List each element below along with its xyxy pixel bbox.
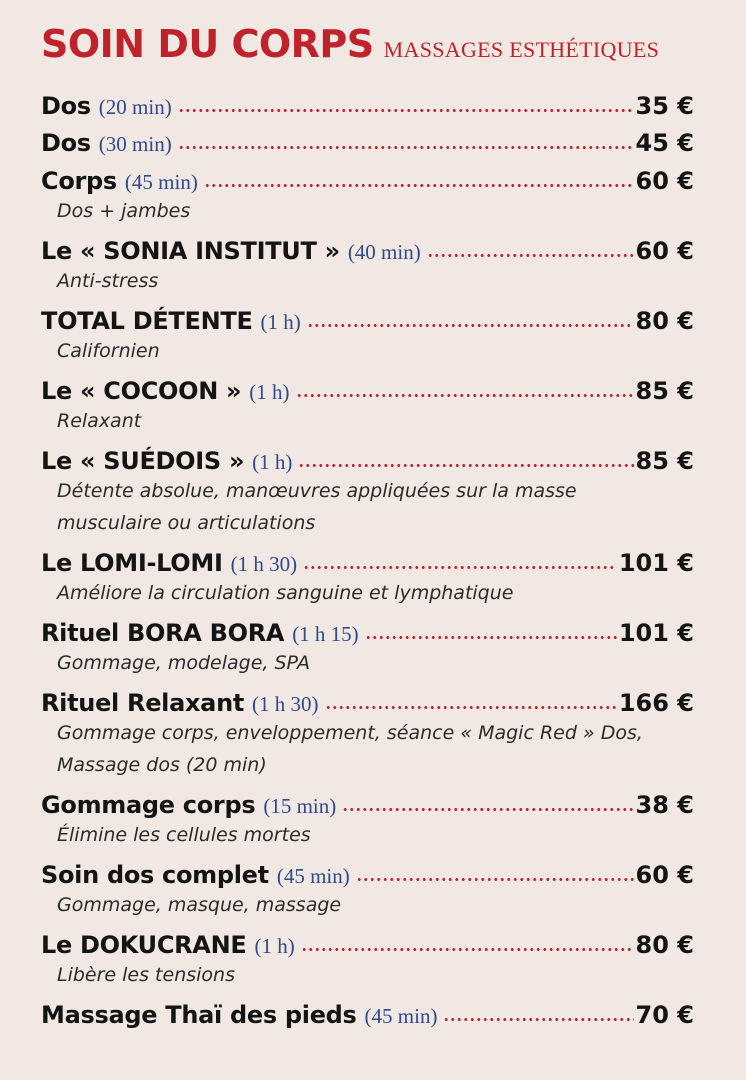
item-duration: (1 h 15) — [292, 622, 359, 646]
dot-leader — [356, 863, 634, 883]
item-price: 60 € — [635, 861, 694, 889]
item-price: 85 € — [635, 377, 694, 405]
item-description: Gommage, modelage, SPA — [57, 652, 311, 674]
page-subtitle: MASSAGES ESTHÉTIQUES — [383, 37, 660, 62]
item-description: Libère les tensions — [57, 964, 235, 986]
list-item — [41, 619, 694, 679]
item-line — [41, 791, 694, 819]
list-item — [41, 447, 694, 539]
item-line — [41, 861, 694, 889]
item-name: Le DOKUCRANE — [41, 931, 247, 959]
list-item — [41, 549, 694, 609]
item-line — [41, 619, 694, 647]
item-name: Le LOMI-LOMI — [41, 549, 223, 577]
item-price: 80 € — [635, 307, 694, 335]
item-line — [41, 549, 694, 577]
item-line — [41, 377, 694, 405]
item-duration: (45 min) — [276, 864, 350, 888]
item-price: 70 € — [635, 1001, 694, 1029]
item-duration: (1 h 30) — [230, 552, 298, 576]
item-duration: (40 min) — [347, 240, 421, 264]
item-price: 35 € — [635, 92, 694, 120]
item-duration: (1 h) — [254, 934, 295, 958]
item-price: 60 € — [635, 167, 694, 195]
item-duration: (1 h) — [252, 450, 293, 474]
item-name: Dos — [41, 129, 91, 157]
item-name: TOTAL DÉTENTE — [41, 307, 253, 335]
item-name: Rituel Relaxant — [41, 689, 245, 717]
list-item — [41, 791, 694, 851]
dot-leader — [325, 691, 617, 711]
list-item — [41, 129, 694, 157]
page-title: SOIN DU CORPS — [41, 22, 374, 66]
item-duration: (45 min) — [364, 1004, 438, 1028]
header — [41, 18, 694, 70]
dot-leader — [178, 94, 634, 114]
dot-leader — [301, 933, 634, 953]
item-name: Corps — [41, 167, 117, 195]
dot-leader — [307, 309, 634, 329]
dot-leader — [342, 793, 633, 813]
item-description: Relaxant — [57, 410, 142, 432]
list-item — [41, 307, 694, 367]
item-name: Soin dos complet — [41, 861, 269, 889]
dot-leader — [204, 169, 634, 189]
item-duration: (30 min) — [98, 132, 172, 156]
item-line — [41, 167, 694, 195]
item-name: Rituel BORA BORA — [41, 619, 285, 647]
item-line — [41, 931, 694, 959]
item-description: Californien — [57, 340, 160, 362]
item-price: 45 € — [635, 129, 694, 157]
item-description: Élimine les cellules mortes — [57, 824, 311, 846]
item-price: 101 € — [618, 549, 694, 577]
item-description: Détente absolue, manœuvres appliquées sur la masse musculaire ou articulations — [57, 480, 577, 534]
list-item — [41, 237, 694, 297]
item-line — [41, 129, 694, 157]
item-name: Massage Thaï des pieds — [41, 1001, 357, 1029]
item-line — [41, 307, 694, 335]
price-list — [41, 92, 694, 1029]
list-item — [41, 689, 694, 781]
item-description: Gommage corps, enveloppement, séance « Magic Red » Dos, Massage dos (20 min) — [57, 722, 643, 776]
item-duration: (1 h) — [249, 380, 290, 404]
dot-leader — [178, 131, 634, 151]
list-item — [41, 377, 694, 437]
dot-leader — [365, 621, 617, 641]
dot-leader — [303, 551, 617, 571]
item-duration: (15 min) — [263, 794, 337, 818]
dot-leader — [296, 379, 634, 399]
item-price: 60 € — [635, 237, 694, 265]
item-name: Le « SONIA INSTITUT » — [41, 237, 340, 265]
item-line — [41, 92, 694, 120]
item-duration: (1 h) — [260, 310, 301, 334]
item-name: Le « SUÉDOIS » — [41, 447, 245, 475]
item-price: 80 € — [635, 931, 694, 959]
item-description: Anti-stress — [57, 270, 159, 292]
item-line — [41, 237, 694, 265]
list-item — [41, 92, 694, 120]
item-name: Dos — [41, 92, 91, 120]
item-line — [41, 1001, 694, 1029]
list-item — [41, 861, 694, 921]
list-item — [41, 167, 694, 227]
item-line — [41, 689, 694, 717]
item-duration: (45 min) — [124, 170, 198, 194]
item-price: 85 € — [635, 447, 694, 475]
item-name: Le « COCOON » — [41, 377, 242, 405]
item-line — [41, 447, 694, 475]
dot-leader — [427, 239, 634, 259]
list-item — [41, 1001, 694, 1029]
item-description: Gommage, masque, massage — [57, 894, 342, 916]
item-description: Améliore la circulation sanguine et lymphatique — [57, 582, 514, 604]
item-duration: (20 min) — [98, 95, 172, 119]
list-item — [41, 931, 694, 991]
dot-leader — [443, 1003, 633, 1023]
dot-leader — [298, 449, 633, 469]
item-price: 101 € — [618, 619, 694, 647]
item-price: 166 € — [618, 689, 694, 717]
item-name: Gommage corps — [41, 791, 256, 819]
item-duration: (1 h 30) — [252, 692, 319, 716]
item-description: Dos + jambes — [57, 200, 191, 222]
item-price: 38 € — [635, 791, 694, 819]
